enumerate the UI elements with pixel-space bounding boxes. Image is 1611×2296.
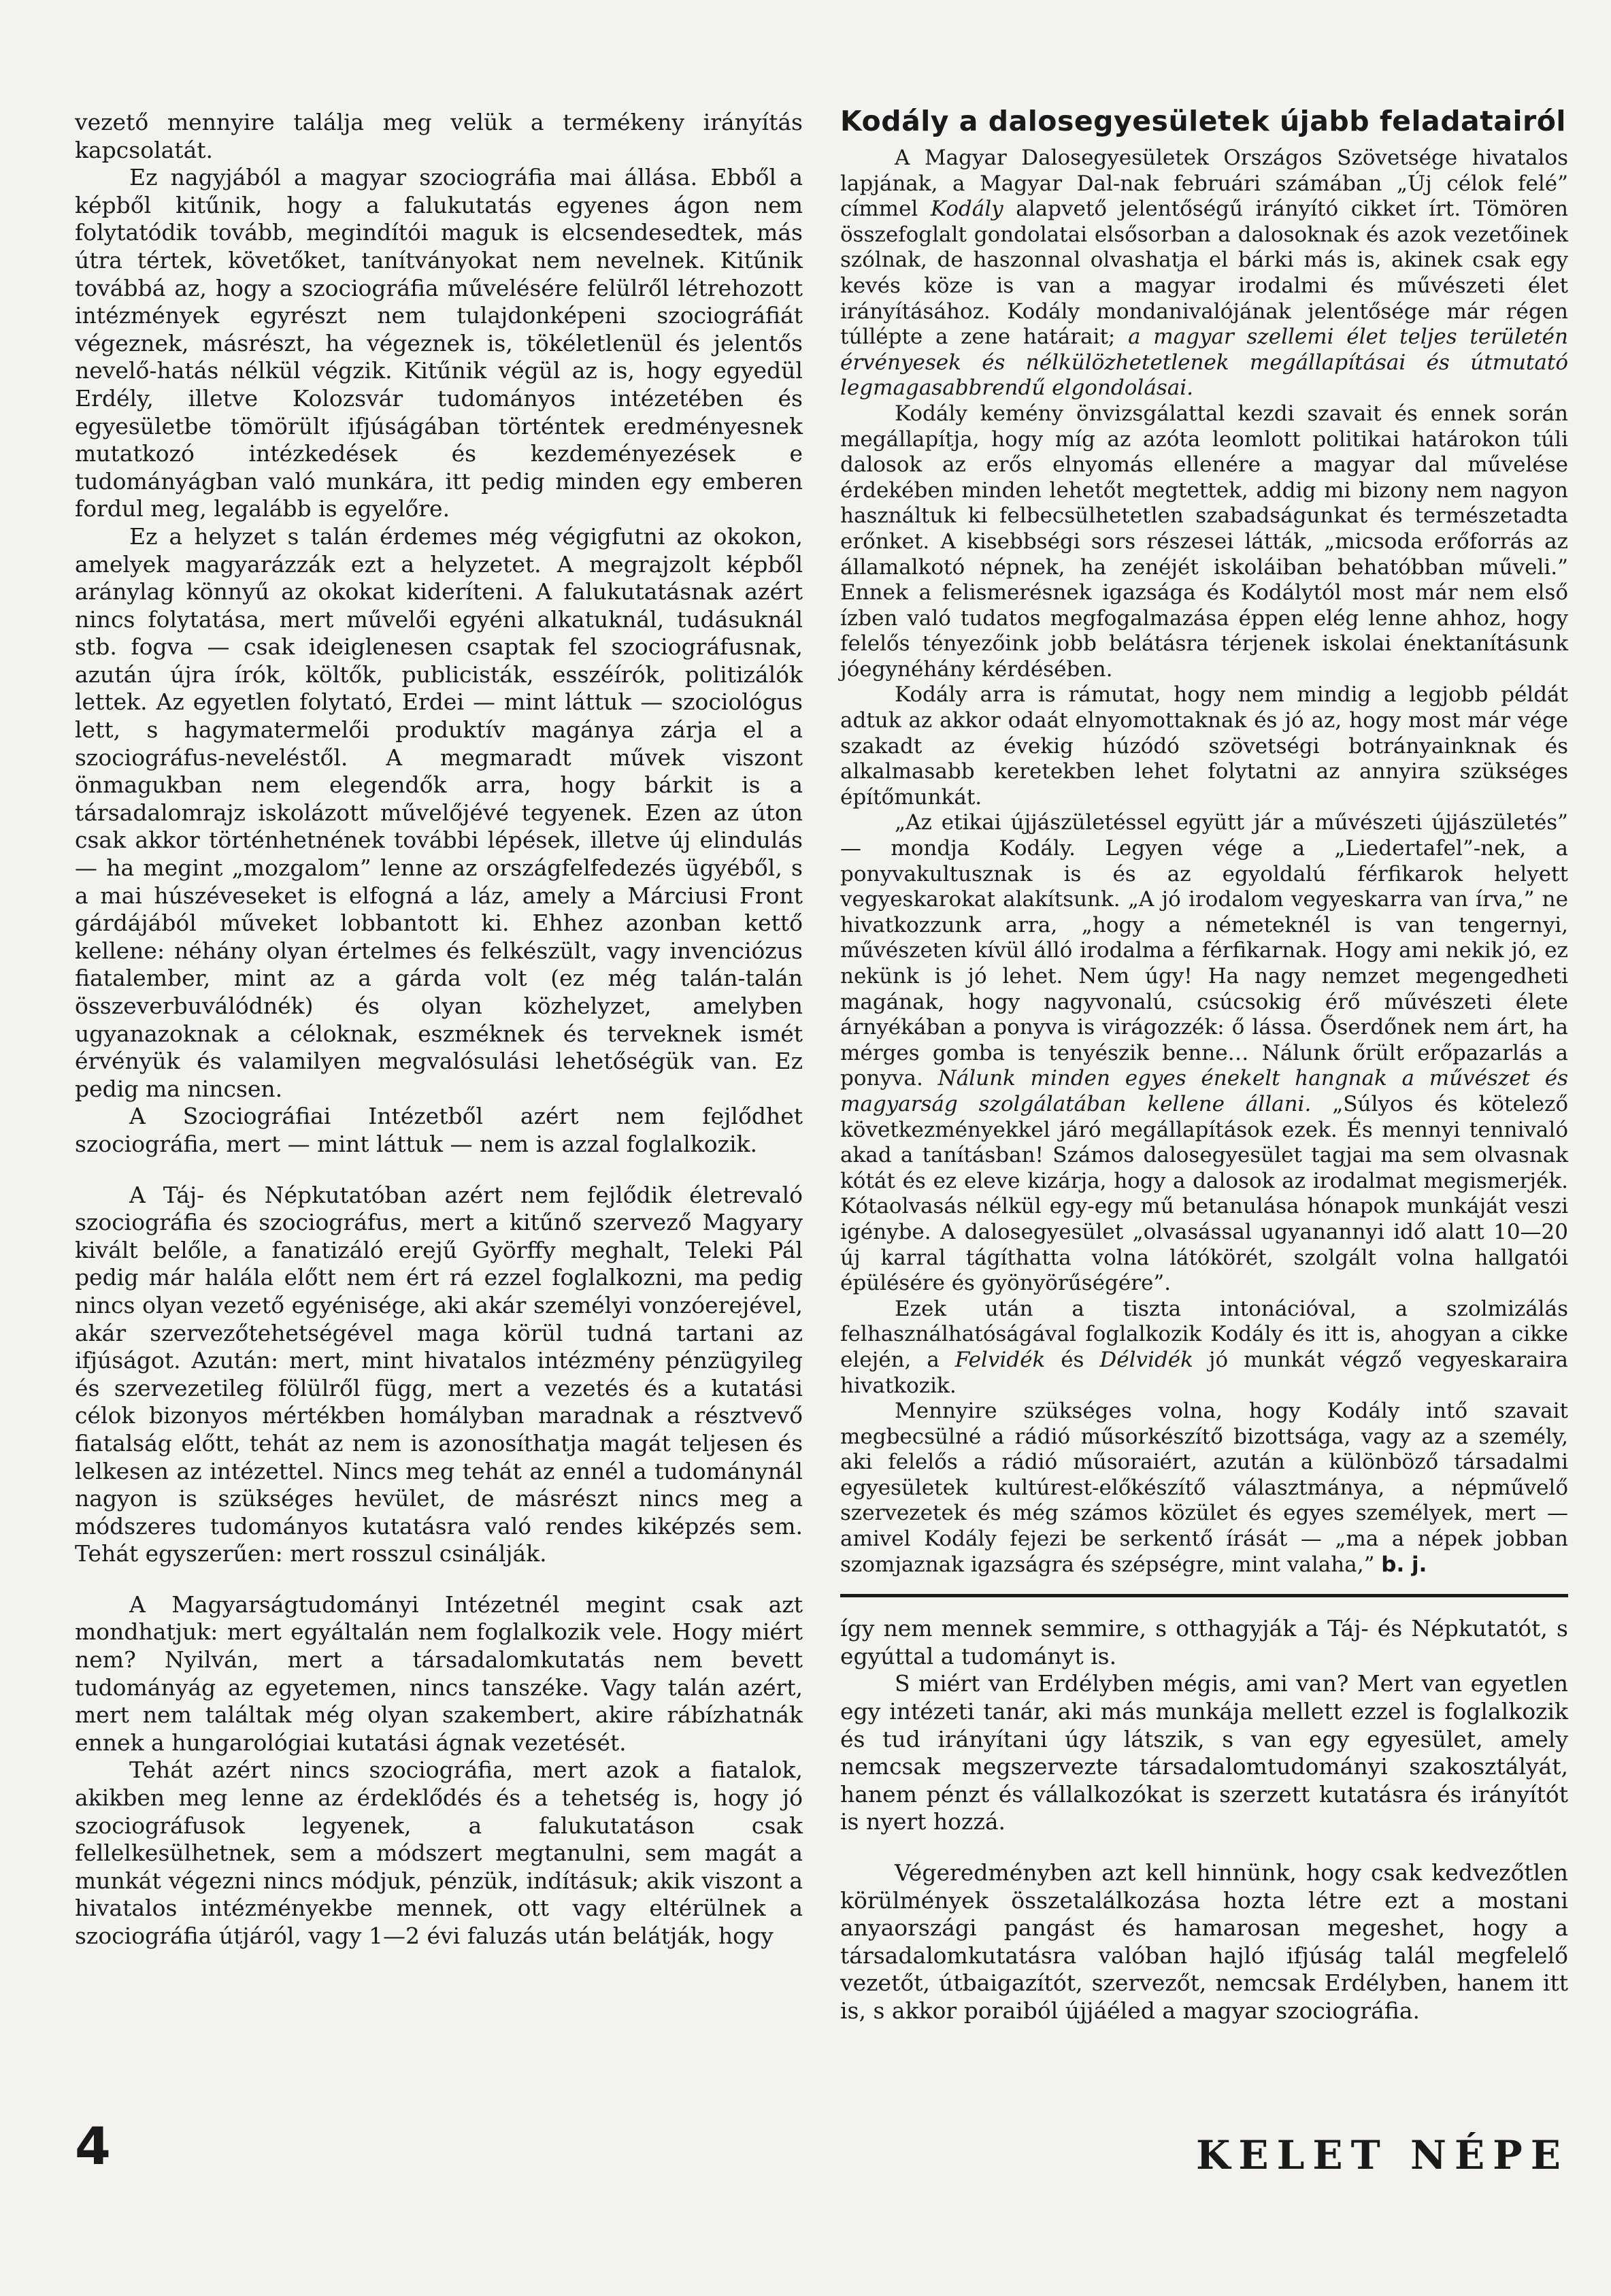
- divider: [840, 1594, 1568, 1597]
- paragraph: Ezek után a tiszta intonációval, a szolmizálás felhasználhatóságával foglalkozik Kodály és itt is, ahogyan a cikke elején, a Felvidék és Délvidék jó munkát végző vegyeskaraira hivatkozik.: [840, 1296, 1568, 1398]
- paragraph: A Táj- és Népkutatóban azért nem fejlődik életrevaló szociográfia és szociográfus, mert a kitűnő szervező Magyary kivált belőle, a fanatizáló erejű Györffy meghalt, Teleki Pál pedig már halála előtt nem ért rá ezzel foglalkozni, ma pedig nincs olyan vezető egyénisége, aki akár személyi vonzóerejével, akár szervezőtehetségével maga körül tudná tartani az ifjúságot. Azután: mert, mint hivatalos intézmény pénzügyileg és szervezetileg fölülről függ, mert a vezetés és a kutatási célok bizonyos mértékben homályban maradnak a résztvevő fiatalság előtt, tehát az nem is azonosíthatja magát teljesen és lelkesen az intézettel. Nincs meg tehát az ennél a tudománynál nagyon is szükséges hevület, de másrészt nincs meg a módszeres tudományos kutatásra való rendes kiképzés sem. Tehát egyszerűen: mert rosszul csinálják.: [75, 1181, 803, 1567]
- paragraph: A Magyarságtudományi Intézetnél megint csak azt mondhatjuk: mert egyáltalán nem foglalkozik vele. Hogy miért nem? Nyilván, mert a társadalomkutatás nem bevett tudományág az egyetemen, nincs tanszéke. Vagy talán azért, mert nem találtak még olyan szakembert, akire rábízhatnák ennek a hungarológiai kutatási ágnak vezetését.: [75, 1591, 803, 1756]
- signature: b. j.: [1381, 1552, 1427, 1577]
- article-body: [840, 146, 1568, 1578]
- paragraph: „Az etikai újjászületéssel együtt jár a művészeti újjászületés” — mondja Kodály. Legyen vége a „Liedertafel”-nek, a ponyvakultusznak is és az egyoldalú férfikarok helyett vegyeskarokat alakítsunk. „A jó irodalom vegyeskarra van írva,” ne hivatkozzunk arra, „hogy a németeknél is van tengernyi, művészeten kívül álló irodalma a férfikarnak. Hogy ami nekik jó, ez nekünk is jó lehet. Nem úgy! Ha nagy nemzet megengedheti magának, hogy nagyvonalú, csúcsokig érő művészeti élete árnyékában a ponyva is virágozzék: ő lássa. Őserdőnek nem árt, ha mérges gomba is tenyészik benne… Nálunk őrült erőpazarlás a ponyva. Nálunk minden egyes énekelt hangnak a művészet és magyarság szolgálatában kellene állani. „Súlyos és kötelező következményekkel járó megállapítások ezek. És mennyi tennivaló akad a tanításban! Számos dalosegyesület tagjai ma sem olvasnak kótát és ez eleve kizárja, hogy a dalosok az irodalmat megismerjék. Kótaolvasás nélkül egy-egy mű betanulása hónapok munkáját veszi igénybe. A dalosegyesület „olvasással ugyanannyi idő alatt 10—20 új karral tágíthatta volna látókörét, szolgált volna hallgatói épülésére és gyönyörűségére”.: [840, 810, 1568, 1296]
- paragraph: Ez nagyjából a magyar szociográfia mai állása. Ebből a képből kitűnik, hogy a falukutatás egyenes ágon nem folytatódik tovább, megindítói maguk is elcsendesedtek, más útra tértek, követőket, tanítványokat nem nevelnek. Kitűnik továbbá az, hogy a szociográfia művelésére felülről létrehozott intézmények egyrészt nem tulajdonképeni szociográfiát végeznek, másrészt, ha végeznek is, tökéletlenül és jelentős nevelő-hatás nélkül végzik. Kitűnik végül az is, hogy egyedül Erdély, illetve Kolozsvár tudományos intézetében és egyesületbe tömörült ifjúságában történtek eredményesnek mutatkozó intézkedések és kezdeményezések e tudományágban való munkára, itt pedig minden egy emberen fordul meg, legalább is egyelőre.: [75, 164, 803, 522]
- paragraph: S miért van Erdélyben mégis, ami van? Mert van egyetlen egy intézeti tanár, aki más munkája mellett ezzel is foglalkozik és tud irányítani úgy látszik, s van egy egyesület, amely nemcsak megszervezte társadalomtudományi szakosztályát, hanem pénzt és vállalkozókat is szerzett kutatásra és irányítót is nyert hozzá.: [840, 1670, 1568, 1835]
- left-column: [75, 109, 803, 1950]
- paragraph: így nem mennek semmire, s otthagyják a Táj- és Népkutatót, s egyúttal a tudományt is.: [840, 1615, 1568, 1669]
- paragraph: A Szociográfiai Intézetből azért nem fejlődhet szociográfia, mert — mint láttuk — nem is azzal foglalkozik.: [75, 1103, 803, 1157]
- masthead: KELET NÉPE: [1195, 2132, 1569, 2178]
- paragraph: Tehát azért nincs szociográfia, mert azok a fiatalok, akikben meg lenne az érdeklődés és a tehetség is, hogy jó szociográfusok legyenek, a falukutatáson csak fellelkesülhetnek, sem a módszert megtanulni, sem magát a munkát végezni nincs módjuk, pénzük, indításuk; akik viszont a hivatalos intézményekbe mennek, ott vagy eltérülnek a szociográfia útjáról, vagy 1—2 évi faluzás után belátják, hogy: [75, 1757, 803, 1949]
- paragraph: Kodály kemény önvizsgálattal kezdi szavait és ennek során megállapítja, hogy míg az azóta leomlott politikai határokon túli dalosok az erős elnyomás ellenére a magyar dal művelése érdekében minden lehetőt megtettek, addig mi bizony nem nagyon használtuk ki felbecsülhetetlen szabadságunkat és természetadta erőnket. A kisebbségi sors részesei látták, „micsoda erőforrás az államalkotó népnek, ha zenéjét iskoláiban behatóbban műveli.” Ennek a felismerésnek igazsága és Kodálytól most már nem első ízben való tudatos megfogalmazása éppen elég lenne ahhoz, hogy felelős tényezőink jobb belátásra térjenek iskolai énektanításunk jóegynéhány kérdésében.: [840, 401, 1568, 682]
- paragraph: vezető mennyire találja meg velük a termékeny irányítás kapcsolatát.: [75, 109, 803, 163]
- paragraph: Végeredményben azt kell hinnünk, hogy csak kedvezőtlen körülmények összetalálkozása hozta létre ezt a mostani anyaországi pangást és hamarosan megeshet, hogy a társadalomkutatásra valóban hajló ifjúság talál megfelelő vezetőt, útbaigazítót, szervezőt, nemcsak Erdélyben, hanem itt is, s akkor poraiból újjáéled a magyar szociográfia.: [840, 1859, 1568, 2024]
- paragraph: Kodály arra is rámutat, hogy nem mindig a legjobb példát adtuk az akkor odaát elnyomottaknak és jó az, hogy most már vége szakadt az évekig húzódó szövetségi botrányainknak és alkalmasabb keretekben lehet folytatni az annyira szükséges építőmunkát.: [840, 682, 1568, 810]
- paragraph: Ez a helyzet s talán érdemes még végigfutni az okokon, amelyek magyarázzák ezt a helyzetet. A megrajzolt képből aránylag könnyű az okokat kideríteni. A falukutatásnak azért nincs folytatása, mert művelői egyéni alkatuknál, tudásuknál stb. fogva — csak ideiglenesen csaptak fel szociográfusnak, azután újra írók, költők, publicisták, esszéírók, politizálók lettek. Az egyetlen folytató, Erdei — mint láttuk — szociológus lett, s hagymatermelői produktív magánya zárja el a szociográfus-neveléstől. A megmaradt művek viszont önmagukban nem elegendők arra, hogy bárkit is a társadalomrajz iskolázott művelőjévé tegyenek. Ezen az úton csak akkor történhetnének további lépések, illetve új elindulás — ha megint „mozgalom” lenne az országfelfedezés ügyéből, s a mai húszéveseket is elfogná a láz, amely a Márciusi Front gárdájából műveket lobbantott ki. Ehhez azonban kettő kellene: néhány olyan értelmes és felkészült, vagy invenciózus fiatalember, mint az a gárda volt (ez még talán-talán összeverbuválódnék) és olyan közhelyzet, amelyben ugyanazoknak a céloknak, eszméknek és terveknek ismét érvényük és valamilyen megvalósulási lehetőségük van. Ez pedig ma nincsen.: [75, 522, 803, 1102]
- page-number: 4: [75, 2116, 111, 2176]
- paragraph: Mennyire szükséges volna, hogy Kodály intő szavait megbecsülné a rádió műsorkészítő bizottsága, vagy az a személy, aki felelős a rádió műsoraiért, azután a különböző társadalmi egyesületek kultúrest-előkészítő választmánya, a népművelő szervezetek és még számos közület és egyes személyek, mert — amivel Kodály fejezi be serkentő írását — „ma a népek jobban szomjaznak igazságra és szépségre, mint valaha,” b. j.: [840, 1399, 1568, 1577]
- article-title: Kodály a dalosegyesületek újabb feladatairól: [840, 105, 1566, 137]
- right-column: [840, 105, 1569, 2025]
- paragraph: A Magyar Dalosegyesületek Országos Szövetsége hivatalos lapjának, a Magyar Dal-nak februári számában „Új célok felé” címmel Kodály alapvető jelentőségű irányító cikket írt. Tömören összefoglalt gondolatai elsősorban a dalosoknak és azok vezetőinek szólnak, de haszonnal olvashatja el bárki más is, akinek csak egy kevés köze is van a magyar irodalmi és művészeti élet irányításához. Kodály mondanivalójának jelentősége már régen túllépte a zene határait; a magyar szellemi élet teljes területén érvényesek és nélkülözhetetlenek megállapításai és útmutató legmagasabbrendű elgondolásai.: [840, 146, 1569, 401]
